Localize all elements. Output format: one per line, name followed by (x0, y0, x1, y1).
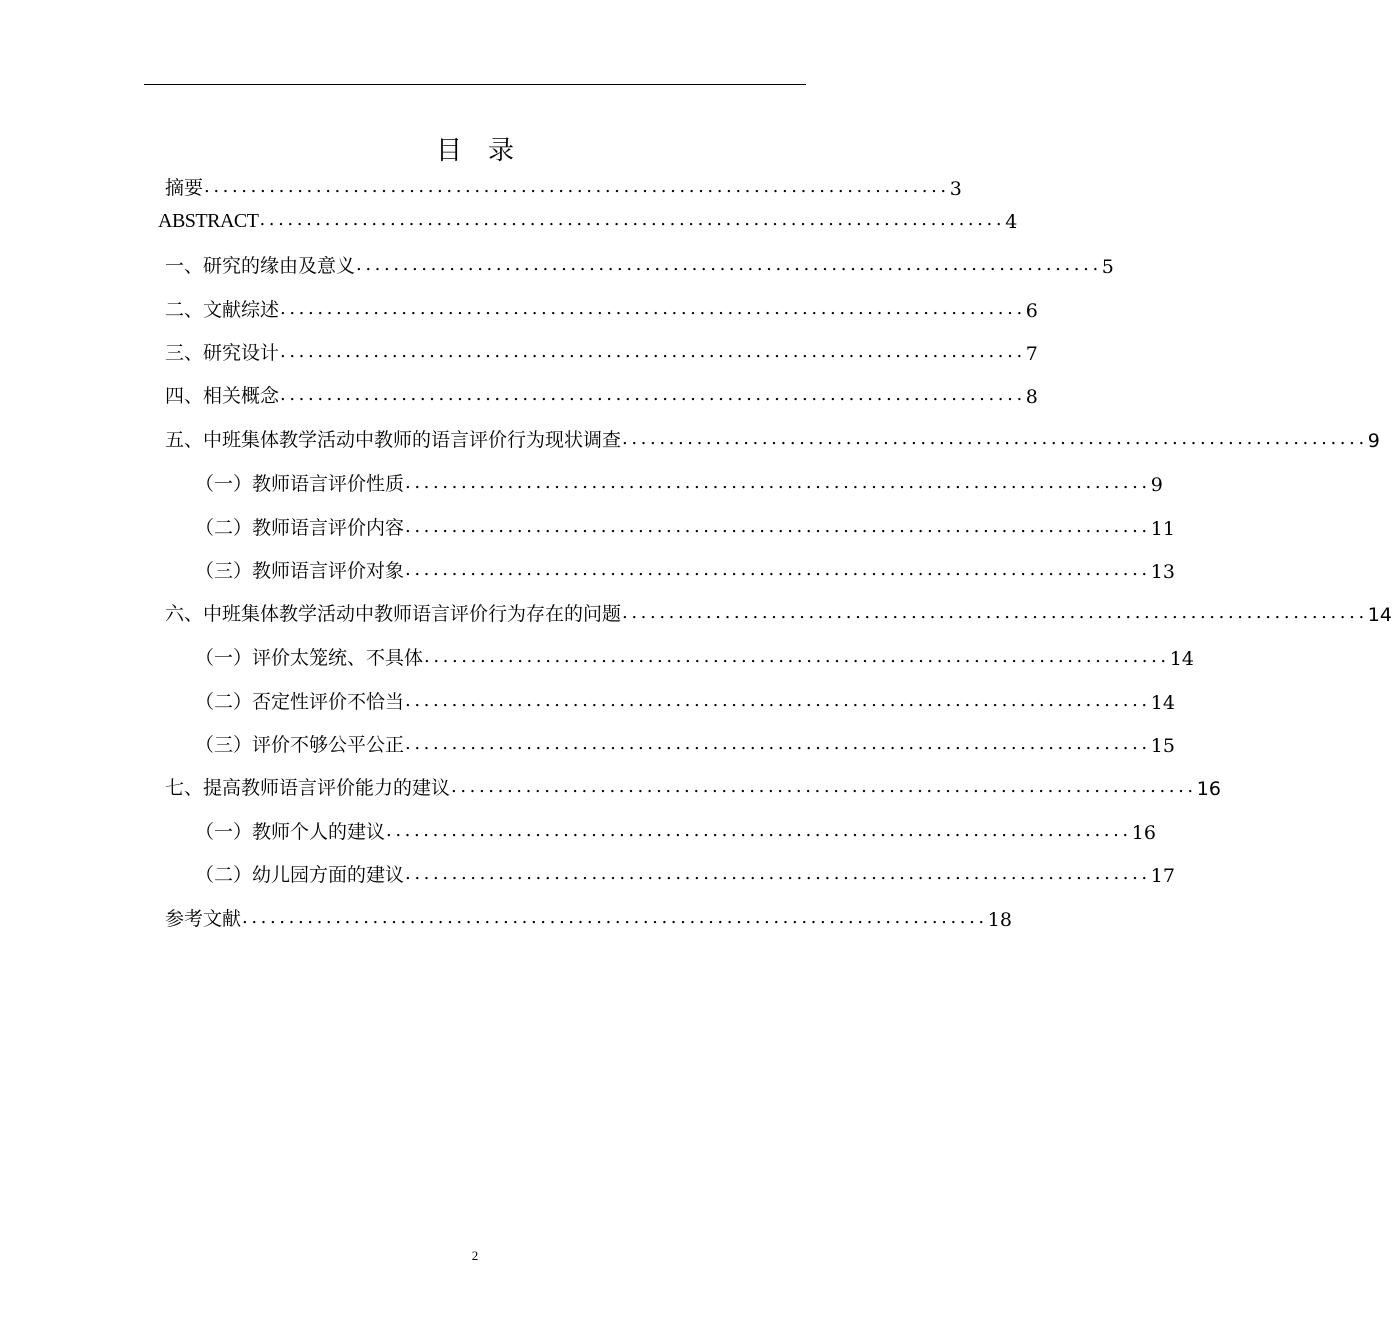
toc-section-number: 四、 (165, 385, 204, 407)
toc-section-number: 五、 (165, 429, 204, 451)
page-title: 目 录 (435, 136, 514, 166)
toc-dot-leader: ................................................................................ (405, 516, 1151, 537)
toc-page-number: 14 (1367, 604, 1392, 626)
toc-entry-label: （二）否定性评价不恰当 (195, 691, 405, 713)
toc-entry-subsection-6-3[interactable] (195, 727, 1175, 757)
toc-page-number: 9 (1367, 430, 1380, 452)
toc-page-number: 6 (1025, 300, 1038, 322)
toc-page-number: 18 (987, 909, 1012, 931)
toc-entry-section-4[interactable] (165, 378, 1038, 408)
toc-dot-leader: ................................................................................ (405, 863, 1151, 884)
toc-section-number: 六、 (165, 603, 204, 625)
toc-dot-leader: ................................................................................ (280, 341, 1026, 362)
toc-dot-leader: ................................................................................ (451, 776, 1197, 797)
toc-page-number: 15 (1150, 735, 1175, 757)
toc-dot-leader: ................................................................................ (280, 384, 1026, 405)
toc-entry-subsection-5-1[interactable] (195, 466, 1163, 496)
header-rule (144, 84, 806, 85)
toc-entry-label: ABSTRACT (158, 210, 259, 232)
toc-section-number: 二、 (165, 299, 204, 321)
toc-entry-section-1[interactable] (165, 248, 1114, 278)
toc-entry-subsection-5-3[interactable] (195, 553, 1175, 583)
toc-page-number: 5 (1101, 256, 1114, 278)
toc-page-number: 4 (1005, 211, 1018, 233)
toc-section-number: 三、 (165, 342, 204, 364)
toc-dot-leader: ................................................................................ (204, 176, 950, 197)
toc-page-number: 16 (1196, 778, 1221, 800)
toc-entry-section-5[interactable] (165, 422, 1380, 452)
toc-entry-references[interactable] (165, 901, 1012, 931)
toc-entry-label: （一）教师语言评价性质 (195, 473, 405, 495)
toc-dot-leader: ................................................................................ (622, 602, 1368, 623)
toc-section-number: 一、 (165, 255, 204, 277)
toc-entry-label: （二）教师语言评价内容 (195, 517, 405, 539)
toc-entry-section-7[interactable] (165, 770, 1221, 800)
toc-page-number: 14 (1150, 692, 1175, 714)
toc-page-number: 9 (1150, 474, 1163, 496)
toc-entry-label: （三）评价不够公平公正 (195, 734, 405, 756)
toc-page-number: 7 (1025, 343, 1038, 365)
toc-entry-label: 文献综述 (203, 299, 280, 321)
toc-entry-label: 研究的缘由及意义 (203, 255, 356, 277)
toc-entry-abstract-cn[interactable] (165, 170, 962, 200)
toc-dot-leader: ................................................................................ (259, 209, 1006, 230)
toc-dot-leader: ................................................................................ (280, 298, 1026, 319)
toc-dot-leader: ................................................................................ (356, 254, 1102, 275)
toc-entry-label: 参考文献 (165, 908, 242, 930)
toc-entry-label: （一）教师个人的建议 (195, 821, 386, 843)
toc-entry-subsection-5-2[interactable] (195, 510, 1175, 540)
toc-dot-leader: ................................................................................ (424, 646, 1170, 667)
toc-page-number: 14 (1169, 648, 1194, 670)
toc-dot-leader: ................................................................................ (405, 690, 1151, 711)
toc-entry-label: 七、提高教师语言评价能力的建议 (165, 777, 451, 799)
toc-entry-subsection-6-1[interactable] (195, 640, 1194, 670)
toc-dot-leader: ................................................................................ (386, 820, 1132, 841)
toc-entry-label: 中班集体教学活动中教师的语言评价行为现状调查 (203, 429, 622, 451)
toc-dot-leader: ................................................................................ (622, 428, 1368, 449)
toc-entry-subsection-7-2[interactable] (195, 857, 1175, 887)
toc-entry-section-3[interactable] (165, 335, 1038, 365)
toc-dot-leader: ................................................................................ (405, 733, 1151, 754)
toc-page-number: 11 (1150, 518, 1175, 540)
toc-entry-label: 中班集体教学活动中教师语言评价行为存在的问题 (203, 603, 622, 625)
toc-page-number: 3 (949, 178, 962, 200)
toc-entry-label: （一）评价太笼统、不具体 (195, 647, 424, 669)
toc-dot-leader: ................................................................................ (405, 559, 1151, 580)
toc-entry-section-2[interactable] (165, 292, 1038, 322)
toc-entry-label: 摘要 (165, 177, 204, 199)
toc-entry-subsection-7-1[interactable] (195, 814, 1156, 844)
toc-entry-abstract-en[interactable] (158, 203, 1018, 233)
toc-page-number: 13 (1150, 561, 1175, 583)
toc-entry-label: （二）幼儿园方面的建议 (195, 864, 405, 886)
page-number: 2 (471, 1248, 479, 1263)
toc-page-number: 8 (1025, 386, 1038, 408)
toc-page-number: 16 (1131, 822, 1156, 844)
toc-entry-label: 研究设计 (203, 342, 280, 364)
toc-entry-subsection-6-2[interactable] (195, 684, 1175, 714)
toc-page-number: 17 (1150, 865, 1175, 887)
toc-entry-label: 相关概念 (203, 385, 280, 407)
toc-entry-section-6[interactable] (165, 596, 1392, 626)
toc-dot-leader: ................................................................................ (405, 472, 1151, 493)
toc-entry-label: （三）教师语言评价对象 (195, 560, 405, 582)
toc-dot-leader: ................................................................................ (242, 907, 988, 928)
